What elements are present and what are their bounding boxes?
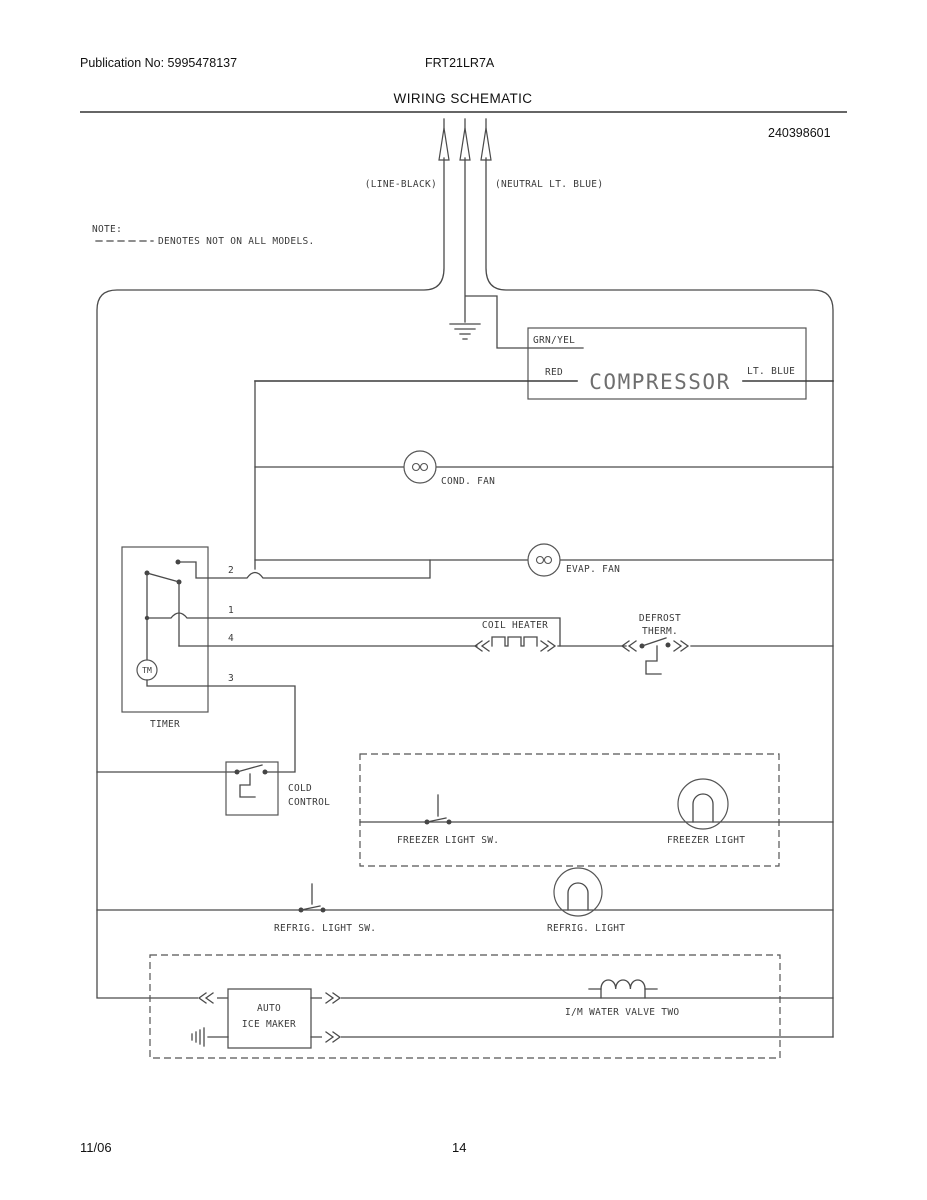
page-footer [80,1140,466,1155]
freezer-light-label: FREEZER LIGHT [667,835,746,846]
refrig-light-bulb-icon [554,868,602,916]
fan-motor-icon [404,451,436,483]
cond-fan-label: COND. FAN [441,476,496,487]
power-supply-arrows [365,119,604,190]
cond-fan-circuit [255,451,833,487]
model-number: FRT21LR7A [425,56,495,70]
neutral-label: (NEUTRAL LT. BLUE) [495,179,604,190]
timer-motor-icon [137,660,157,680]
grn-yel-label: GRN/YEL [533,335,576,346]
lt-blue-label: LT. BLUE [747,366,796,377]
part-number: 240398601 [768,126,831,140]
connector-right-icon [541,641,555,651]
red-label: RED [545,367,564,378]
water-valve-coil-icon [589,980,657,998]
freezer-light-sw-label: FREEZER LIGHT SW. [397,835,500,846]
timer-switch-arm [147,573,179,582]
refrig-light-sw-label: REFRIG. LIGHT SW. [274,923,377,934]
footer-date: 11/06 [80,1140,112,1155]
refrig-light-label: REFRIG. LIGHT [547,923,626,934]
cold-control-element [240,774,255,797]
defrost-circuit [179,613,833,674]
compressor-label: COMPRESSOR [589,370,731,394]
evap-fan-circuit [255,544,833,576]
note-label: NOTE: [92,224,123,235]
note-text: DENOTES NOT ON ALL MODELS. [158,236,315,247]
optional-dashed-box [360,754,779,866]
cold-control-label-2: CONTROL [288,797,331,808]
neutral-bus [486,158,833,1037]
ice-maker-label-2: ICE MAKER [241,1019,297,1030]
evap-fan-label: EVAP. FAN [566,564,621,575]
compressor-block [255,328,833,399]
timer-label: TIMER [149,719,181,730]
page-header [80,56,847,140]
timer-box [122,547,208,712]
terminal-2: 2 [227,565,235,576]
page-title: WIRING SCHEMATIC [393,91,533,106]
ice-maker-label-1: AUTO [256,1003,282,1014]
defrost-thermostat-icon [640,638,671,674]
water-valve-label: I/M WATER VALVE TWO [565,1007,680,1018]
coil-heater-label: COIL HEATER [481,620,549,631]
freezer-light-circuit [360,754,833,866]
cold-control-label-1: COLD [288,783,313,794]
freezer-light-switch-icon [425,795,452,825]
fan-motor-icon [528,544,560,576]
connector-right-icon [674,641,688,651]
terminal-4: 4 [227,633,235,644]
refrig-light-switch-icon [299,884,326,913]
ground-icon [450,324,480,339]
ice-maker-circuit [150,955,833,1058]
line-black-label: (LINE-BLACK) [364,179,437,190]
coil-heater-icon [492,637,537,646]
timer-motor-label: TM [142,666,152,675]
terminal-1: 1 [227,605,235,616]
publication-number: Publication No: 5995478137 [80,56,238,70]
ground-icon [192,1028,204,1046]
terminal-3: 3 [227,673,235,684]
cold-control-arm [237,765,262,772]
note-block [92,224,315,247]
cold-control-box [226,762,278,815]
refrig-light-circuit [97,868,833,934]
timer-t2-wire [178,560,430,578]
up-arrow-icon [439,119,491,160]
timer-block [122,547,560,772]
footer-page-number: 14 [452,1140,467,1155]
defrost-therm-label-1: DEFROST [638,613,682,624]
defrost-therm-label-2: THERM. [641,626,679,637]
